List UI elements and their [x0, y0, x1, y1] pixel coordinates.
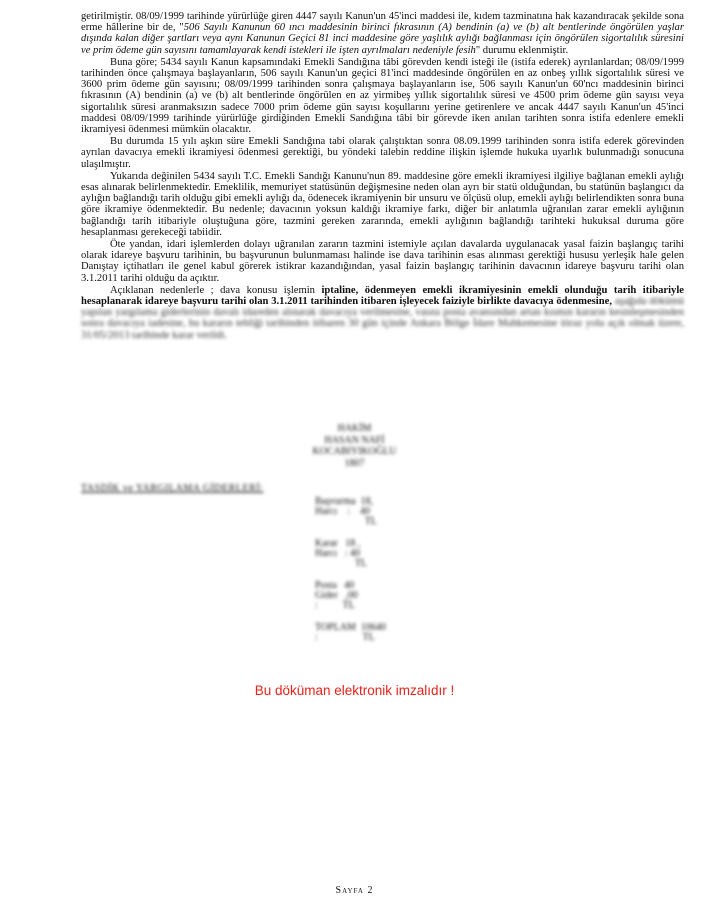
paragraph-6-ruling: iptaline, ödenmeyen emekli ikramiyesinin emekli olunduğu tarih itibariyle hesaplanarak idareye başvuru tarihi olan 3.1.2011 tarihinden itibaren işleyecek faiziyle birlikte davacıya ödenmesine, [81, 284, 685, 308]
paragraph-6 [81, 285, 684, 341]
paragraph-1 [81, 11, 684, 56]
signature-surname: KOCABIYIKOĞLU [312, 446, 397, 457]
fee-line: : TL [315, 632, 375, 643]
fee-line: TL [315, 516, 378, 527]
paragraph-3: Bu durumda 15 yılı aşkın süre Emekli Sandığına tabi olarak çalıştıktan sonra 08.09.1999 tarihinden sonra istifa ederek görevinden ayrılan davacıya emekli ikramiyesi ödenmesi gerektiği, bu yöndeki talebin reddine ilişkin işlemde hukuka uyarlık bulunmadığı sonucuna ulaşılmıştır. [81, 136, 684, 170]
fee-total [315, 623, 386, 643]
fees-list [315, 497, 386, 655]
document-body [81, 11, 684, 342]
fee-group [315, 497, 386, 527]
fee-line: Karar 18 , [315, 538, 361, 549]
fee-line: Harcı : 40 [315, 506, 370, 517]
fee-line: Başvurma 18, [315, 496, 374, 507]
fee-line: TOPLAM 10640 [315, 622, 386, 633]
fee-line: Harcı : 40 [315, 548, 360, 559]
signature-name: HASAN NAFİ [324, 434, 385, 446]
paragraph-1-text-b: " durumu eklenmiştir. [475, 44, 569, 56]
paragraph-2: Buna göre; 5434 sayılı Kanun kapsamındaki Emekli Sandığına tâbi görevden kendi isteği ile (istifa ederek) ayrılanlardan; 08/09/1999 tarihinden önce çalışmaya başlayanların, 506 sayılı Kanun'un geçici 81'inci maddesinde öngörülen en az onbeş yıllık sigortalılık süresi ve 3600 prim ödeme gün sayısını; 08/09/1999 tarihinden sonra çalışmaya başlayanların ise, 506 sayılı Kanun'un 60'ncı maddesinin birinci fıkrasının (A) bendinin (a) ve (b) alt bentlerinde öngörülen en az yirmibeş yıllık sigortalılık süresi ve 4500 prim ödeme gün sayısı veya sigortalılık süresi aranmaksızın sadece 7000 prim ödeme gün sayısı koşullarını yerine getirenlere ve ancak 4447 sayılı Kanun'un 45'inci maddesi 08/09/1999 tarihinde yürürlüğe girdiğinden Emekli Sandığına tâbi bir görevde iken anılan tarihten sonra istifa edenlere emekli ikramiyesi ödenmesi mümkün olacaktır. [81, 56, 684, 136]
paragraph-4: Yukarıda değinilen 5434 sayılı T.C. Emekli Sandığı Kanunu'nun 89. maddesine göre emekli ikramiyesi ilgiliye bağlanan emekli aylığı esas alınarak belirlenmektedir. Emeklilik, memuriyet statüsünün değişmesine neden olan ayrı bir statü olduğundan, bu statünün başlangıcı da aylığın bağlandığı tarih olduğu gibi emekli aylığı da, ödenecek ikramiyenin bir unsuru ve ölçüsü olup, emekli aylığı belirlendikten sonra buna göre ikramiye ödenmektedir. Bu nedenle; davacının yoksun kaldığı ikramiye farkı, diğer bir anlatımla uğranılan zarar emekli aylığının bağlandığı tarih itibariyle oluştuğuna göre, tazmini gereken zararında, emekli aylığının bağlandığı tarihteki hukuksal duruma göre hesaplanması gerekeceği tabiidir. [81, 170, 684, 238]
fee-group [315, 539, 386, 569]
fee-line: : TL [315, 600, 355, 611]
fee-line: Gider ,00 [315, 590, 358, 601]
paragraph-5: Öte yandan, idari işlemlerden dolayı uğranılan zararın tazmini istemiyle açılan davalarda uygulanacak yasal faizin başlangıç tarihi olarak idareye başvuru tarihinin, bu başvurunun bulunmaması halinde ise dava tarihinin esas alınması gerektiği hususu yerleşik hale gelen Danıştay içtihatları ile genel kabul görerek istikrar kazandığından, yasal faizin başlangıç tarihinin davacının idareye başvuru tarihi olan 3.1.2011 tarihi olduğu da açıktır. [81, 239, 684, 284]
electronic-signature-notice: Bu döküman elektronik imzalıdır ! [254, 683, 455, 698]
signature-title: HAKİM [337, 423, 372, 434]
page-number: Sayfa 2 [335, 885, 374, 896]
paragraph-6-text: Açıklanan nedenlerle ; dava konusu işlemin [110, 284, 322, 296]
fee-line: TL [315, 558, 368, 569]
signature-block [0, 423, 709, 469]
paragraph-1-quote: 506 Sayılı Kanunun 60 ıncı maddesinin birinci fıkrasının (A) bendinin (a) ve (b) alt bentlerinde öngörülen yaşlar dışında kalan diğer şartları veya aynı Kanunun Geçici 81 inci maddesine göre yaşlılık aylığı bağlanması için öngörülen sigortalılık süresini ve prim ödeme gün sayısını tamamlayarak kendi istekleri ile işten ayrılmaları nedeniyle fesih [81, 22, 684, 56]
fee-line: Posta 40 [315, 580, 355, 591]
paragraph-1-text-a: getirilmiştir. 08/09/1999 tarihinde yürürlüğe giren 4447 sayılı Kanun'un 45'inci maddesi ile, kıdem tazminatına hak kazandıracak şekilde sona erme hâllerine bir de, " [81, 11, 684, 34]
fees-heading: TASDİK ve YARGILAMA GİDERLERİ: [81, 483, 264, 494]
signature-number: 1807 [344, 457, 365, 469]
paragraph-6-redacted: aşağıda dökümü yapılan yargılama giderlerinin davalı idareden alınarak davacıya verilmesine, vasıta posta avansından artan kısmın kararın kesinleşmesinden sonra davacıya iadesine, bu kararın tebliği tarihinden itibaren 30 gün içinde Ankara Bölge İdare Mahkemesine itiraz yolu açık olmak üzere, 31/05/2013 tarihinde karar verildi. [81, 296, 684, 341]
fee-group [315, 581, 386, 611]
